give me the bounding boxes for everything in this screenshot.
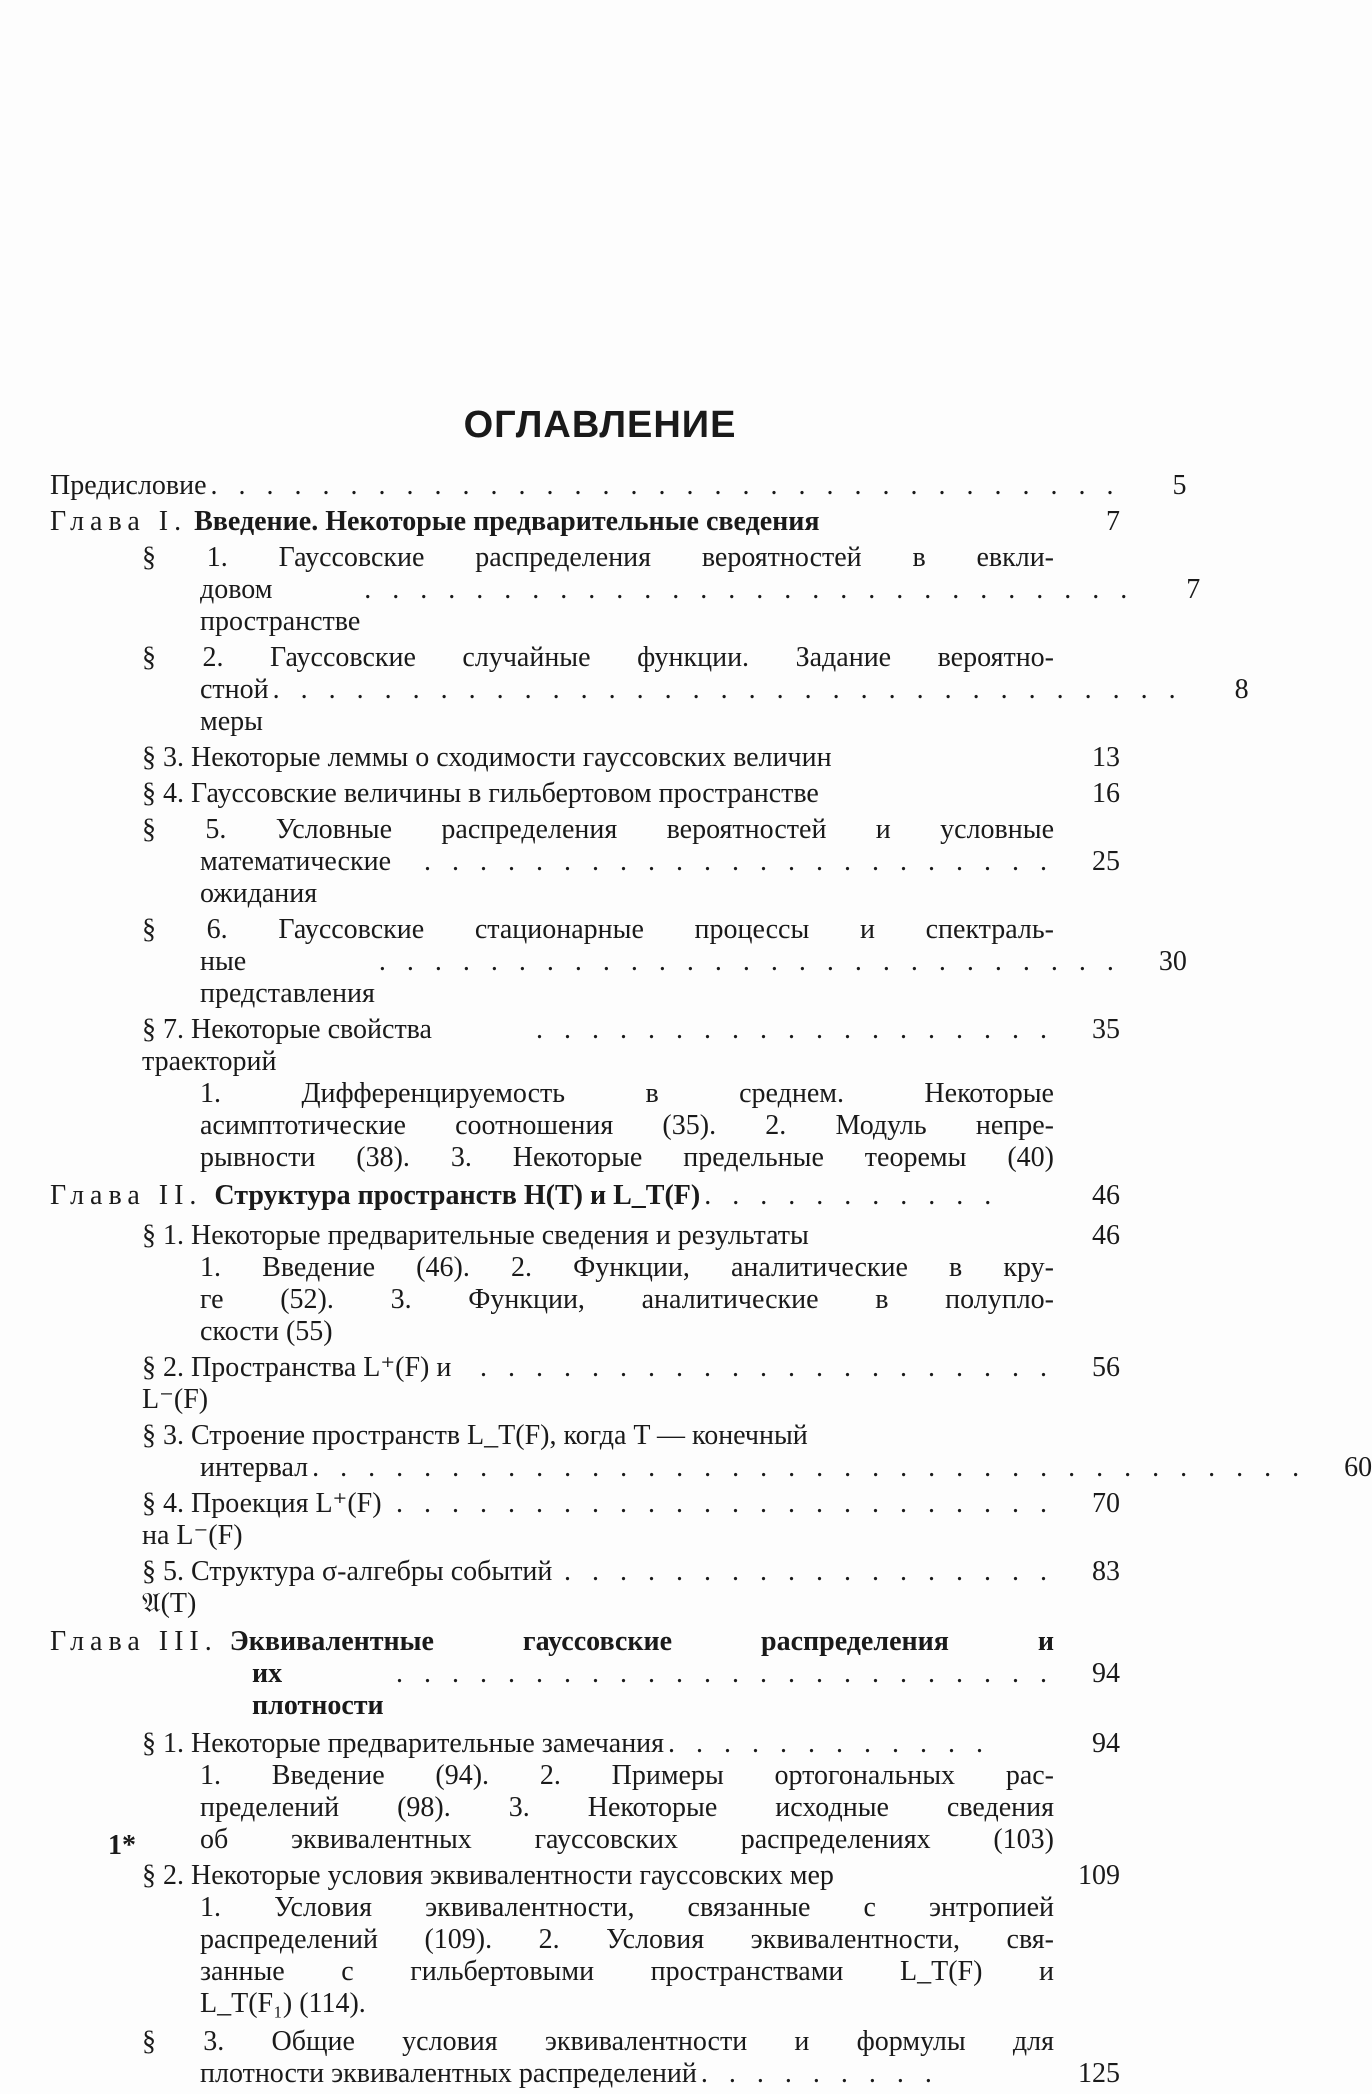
section-title: § 1. Некоторые предварительные замечания xyxy=(142,1728,665,1759)
leader-dots: . . . . . . . . . . . . . . . . . . . . . . . . xyxy=(396,1658,1054,1689)
toc-section-2-2 xyxy=(50,1352,1120,1416)
page-number: 13 xyxy=(1092,742,1120,773)
section-title: § 6. Гауссовские стационарные процессы и спектраль- xyxy=(142,914,1054,945)
toc-section-1-2 xyxy=(50,642,1249,738)
leader-dots: . . . . . . . . . . . . . . . . . . . . . . . . . . . . . . . . . xyxy=(272,674,1183,705)
leader-dots: . . . . . . . . . . . . . . . . . . . . . . . . . . . . . . . . . . . . xyxy=(312,1452,1307,1483)
page-number: 7 xyxy=(1186,574,1201,605)
chapter-title: Введение. Некоторые предварительные сведения xyxy=(194,506,820,537)
subsection-list: 1. Введение (94). 2. Примеры ортогональных рас- xyxy=(200,1760,1054,1791)
section-title: § 7. Некоторые свойства траекторий xyxy=(142,1014,432,1077)
section-title: § 3. Некоторые леммы о сходимости гауссовских величин xyxy=(142,742,832,773)
entry-label: Предисловие xyxy=(50,470,207,501)
subsection-list: пределений (98). 3. Некоторые исходные сведения xyxy=(200,1792,1054,1823)
toc-chapter-2 xyxy=(50,1180,1120,1212)
leader-dots: . . . . . . . . . . . . xyxy=(668,1728,991,1759)
subsection-list: занные с гильбертовыми пространствами L_T(F) и xyxy=(200,1956,1054,1987)
page-number: 46 xyxy=(1092,1180,1120,1211)
chapter-prefix: Глава I. xyxy=(50,506,188,537)
signature-mark: 1* xyxy=(108,1830,136,1861)
chapter-prefix: Глава II. xyxy=(50,1180,203,1211)
section-title-cont: довом пространстве xyxy=(200,574,361,637)
subsection-list: асимптотические соотношения (35). 2. Модуль непре- xyxy=(200,1110,1054,1141)
leader-dots: . . . . . . . . . . . . . . . . . . . . . . . . . . . . . . . . . xyxy=(210,470,1121,501)
page-number: 16 xyxy=(1092,778,1120,809)
section-title-cont: математические ожидания xyxy=(200,846,391,909)
subsection-list: скости (55) xyxy=(200,1316,333,1347)
section-title: § 5. Структура σ-алгебры событий 𝔄(T) xyxy=(142,1556,553,1619)
section-title: § 2. Пространства L⁺(F) и L⁻(F) xyxy=(142,1352,452,1415)
leader-dots: . . . . . . . . . . . . . . . . . . . . . xyxy=(480,1352,1054,1383)
section-title: § 3. Общие условия эквивалентности и формулы для xyxy=(142,2026,1054,2057)
page-number: 125 xyxy=(1078,2058,1120,2089)
subsection-list: ге (52). 3. Функции, аналитические в полупло- xyxy=(200,1284,1054,1315)
toc-section-2-3 xyxy=(50,1420,1372,1484)
toc-section-1-7 xyxy=(50,1014,1120,1174)
page-number: 7 xyxy=(1106,506,1120,537)
subsection-list: 1. Условия эквивалентности, связанные с энтропией xyxy=(200,1892,1054,1923)
subsection-list: рывности (38). 3. Некоторые предельные теоремы (40) xyxy=(200,1142,1054,1173)
chapter-title: Эквивалентные гауссовские распределения и xyxy=(229,1626,1054,1657)
chapter-prefix: Глава III. xyxy=(50,1626,218,1657)
leader-dots: . . . . . . . . . xyxy=(700,2058,939,2089)
section-title: § 2. Некоторые условия эквивалентности гауссовских мер xyxy=(142,1860,834,1891)
page-number: 35 xyxy=(1092,1014,1120,1045)
toc-chapter-3 xyxy=(50,1626,1120,1722)
subsection-list: об эквивалентных гауссовских распределениях (103) xyxy=(200,1824,1054,1855)
leader-dots: . . . . . . . . . . . . . . . . . . . xyxy=(536,1014,1054,1045)
chapter-title: Структура пространств H(T) и L_T(F) xyxy=(214,1180,701,1211)
table-of-contents xyxy=(50,470,1372,2094)
page-number: 46 xyxy=(1092,1220,1120,1251)
section-title-cont: плотности эквивалентных распределений xyxy=(200,2058,697,2089)
toc-section-3-1 xyxy=(50,1728,1120,1856)
toc-section-2-4 xyxy=(50,1488,1120,1552)
toc-section-2-5 xyxy=(50,1556,1120,1620)
page-number: 70 xyxy=(1092,1488,1120,1519)
toc-chapter-1 xyxy=(50,506,1120,538)
leader-dots: . . . . . . . . . . . . . . . . . . . . . . . . . . . . xyxy=(364,574,1135,605)
section-title: § 1. Гауссовские распределения вероятностей в евкли- xyxy=(142,542,1054,573)
subsection-list: 1. Дифференцируемость в среднем. Некоторые xyxy=(200,1078,1054,1109)
leader-dots: . . . . . . . . . . . . . . . . . . . . . . . . . . . xyxy=(378,946,1121,977)
page-number: 94 xyxy=(1092,1728,1120,1759)
toc-section-2-1 xyxy=(50,1220,1120,1348)
section-title: § 1. Некоторые предварительные сведения и результаты xyxy=(142,1220,809,1251)
page-number: 8 xyxy=(1234,674,1249,705)
section-title-cont: интервал xyxy=(200,1452,309,1483)
leader-dots: . . . . . . . . . . . . . . . . . . xyxy=(564,1556,1054,1587)
toc-section-1-5 xyxy=(50,814,1120,910)
toc-section-3-2 xyxy=(50,1860,1120,2020)
page-number: 5 xyxy=(1172,470,1187,501)
section-title-cont: стной меры xyxy=(200,674,269,737)
section-title: § 5. Условные распределения вероятностей и условные xyxy=(142,814,1054,845)
page-number: 83 xyxy=(1092,1556,1120,1587)
toc-section-3-3 xyxy=(50,2026,1120,2090)
toc-entry-preface xyxy=(50,470,1187,502)
section-title-cont: ные представления xyxy=(200,946,375,1009)
section-title: § 4. Гауссовские величины в гильбертовом пространстве xyxy=(142,778,819,809)
leader-dots: . . . . . . . . . . . . . . . . . . . . . . . . xyxy=(396,1488,1054,1519)
leader-dots: . . . . . . . . . . . . . . . . . . . . . . . xyxy=(424,846,1054,877)
subsection-list: L_T(F₁) (114). xyxy=(200,1988,366,2019)
page-number: 109 xyxy=(1078,1860,1120,1891)
subsection-list: распределений (109). 2. Условия эквивалентности, свя- xyxy=(200,1924,1054,1955)
page-title: ОГЛАВЛЕНИЕ xyxy=(463,404,737,446)
toc-section-1-1 xyxy=(50,542,1201,638)
chapter-title-cont: их плотности xyxy=(252,1658,384,1721)
page-number: 25 xyxy=(1092,846,1120,877)
section-title: § 3. Строение пространств L_T(F), когда T — конечный xyxy=(142,1420,808,1451)
toc-section-1-6 xyxy=(50,914,1187,1010)
page-number: 56 xyxy=(1092,1352,1120,1383)
section-title: § 2. Гауссовские случайные функции. Задание вероятно- xyxy=(142,642,1054,673)
page-number: 60 xyxy=(1344,1452,1372,1483)
toc-section-1-3 xyxy=(50,742,1120,774)
page-number: 94 xyxy=(1092,1658,1120,1689)
page-number: 30 xyxy=(1158,946,1187,977)
toc-section-1-4 xyxy=(50,778,1120,810)
subsection-list: 1. Введение (46). 2. Функции, аналитические в кру- xyxy=(200,1252,1054,1283)
leader-dots: . . . . . . . . . . . xyxy=(704,1180,999,1211)
section-title: § 4. Проекция L⁺(F) на L⁻(F) xyxy=(142,1488,382,1551)
